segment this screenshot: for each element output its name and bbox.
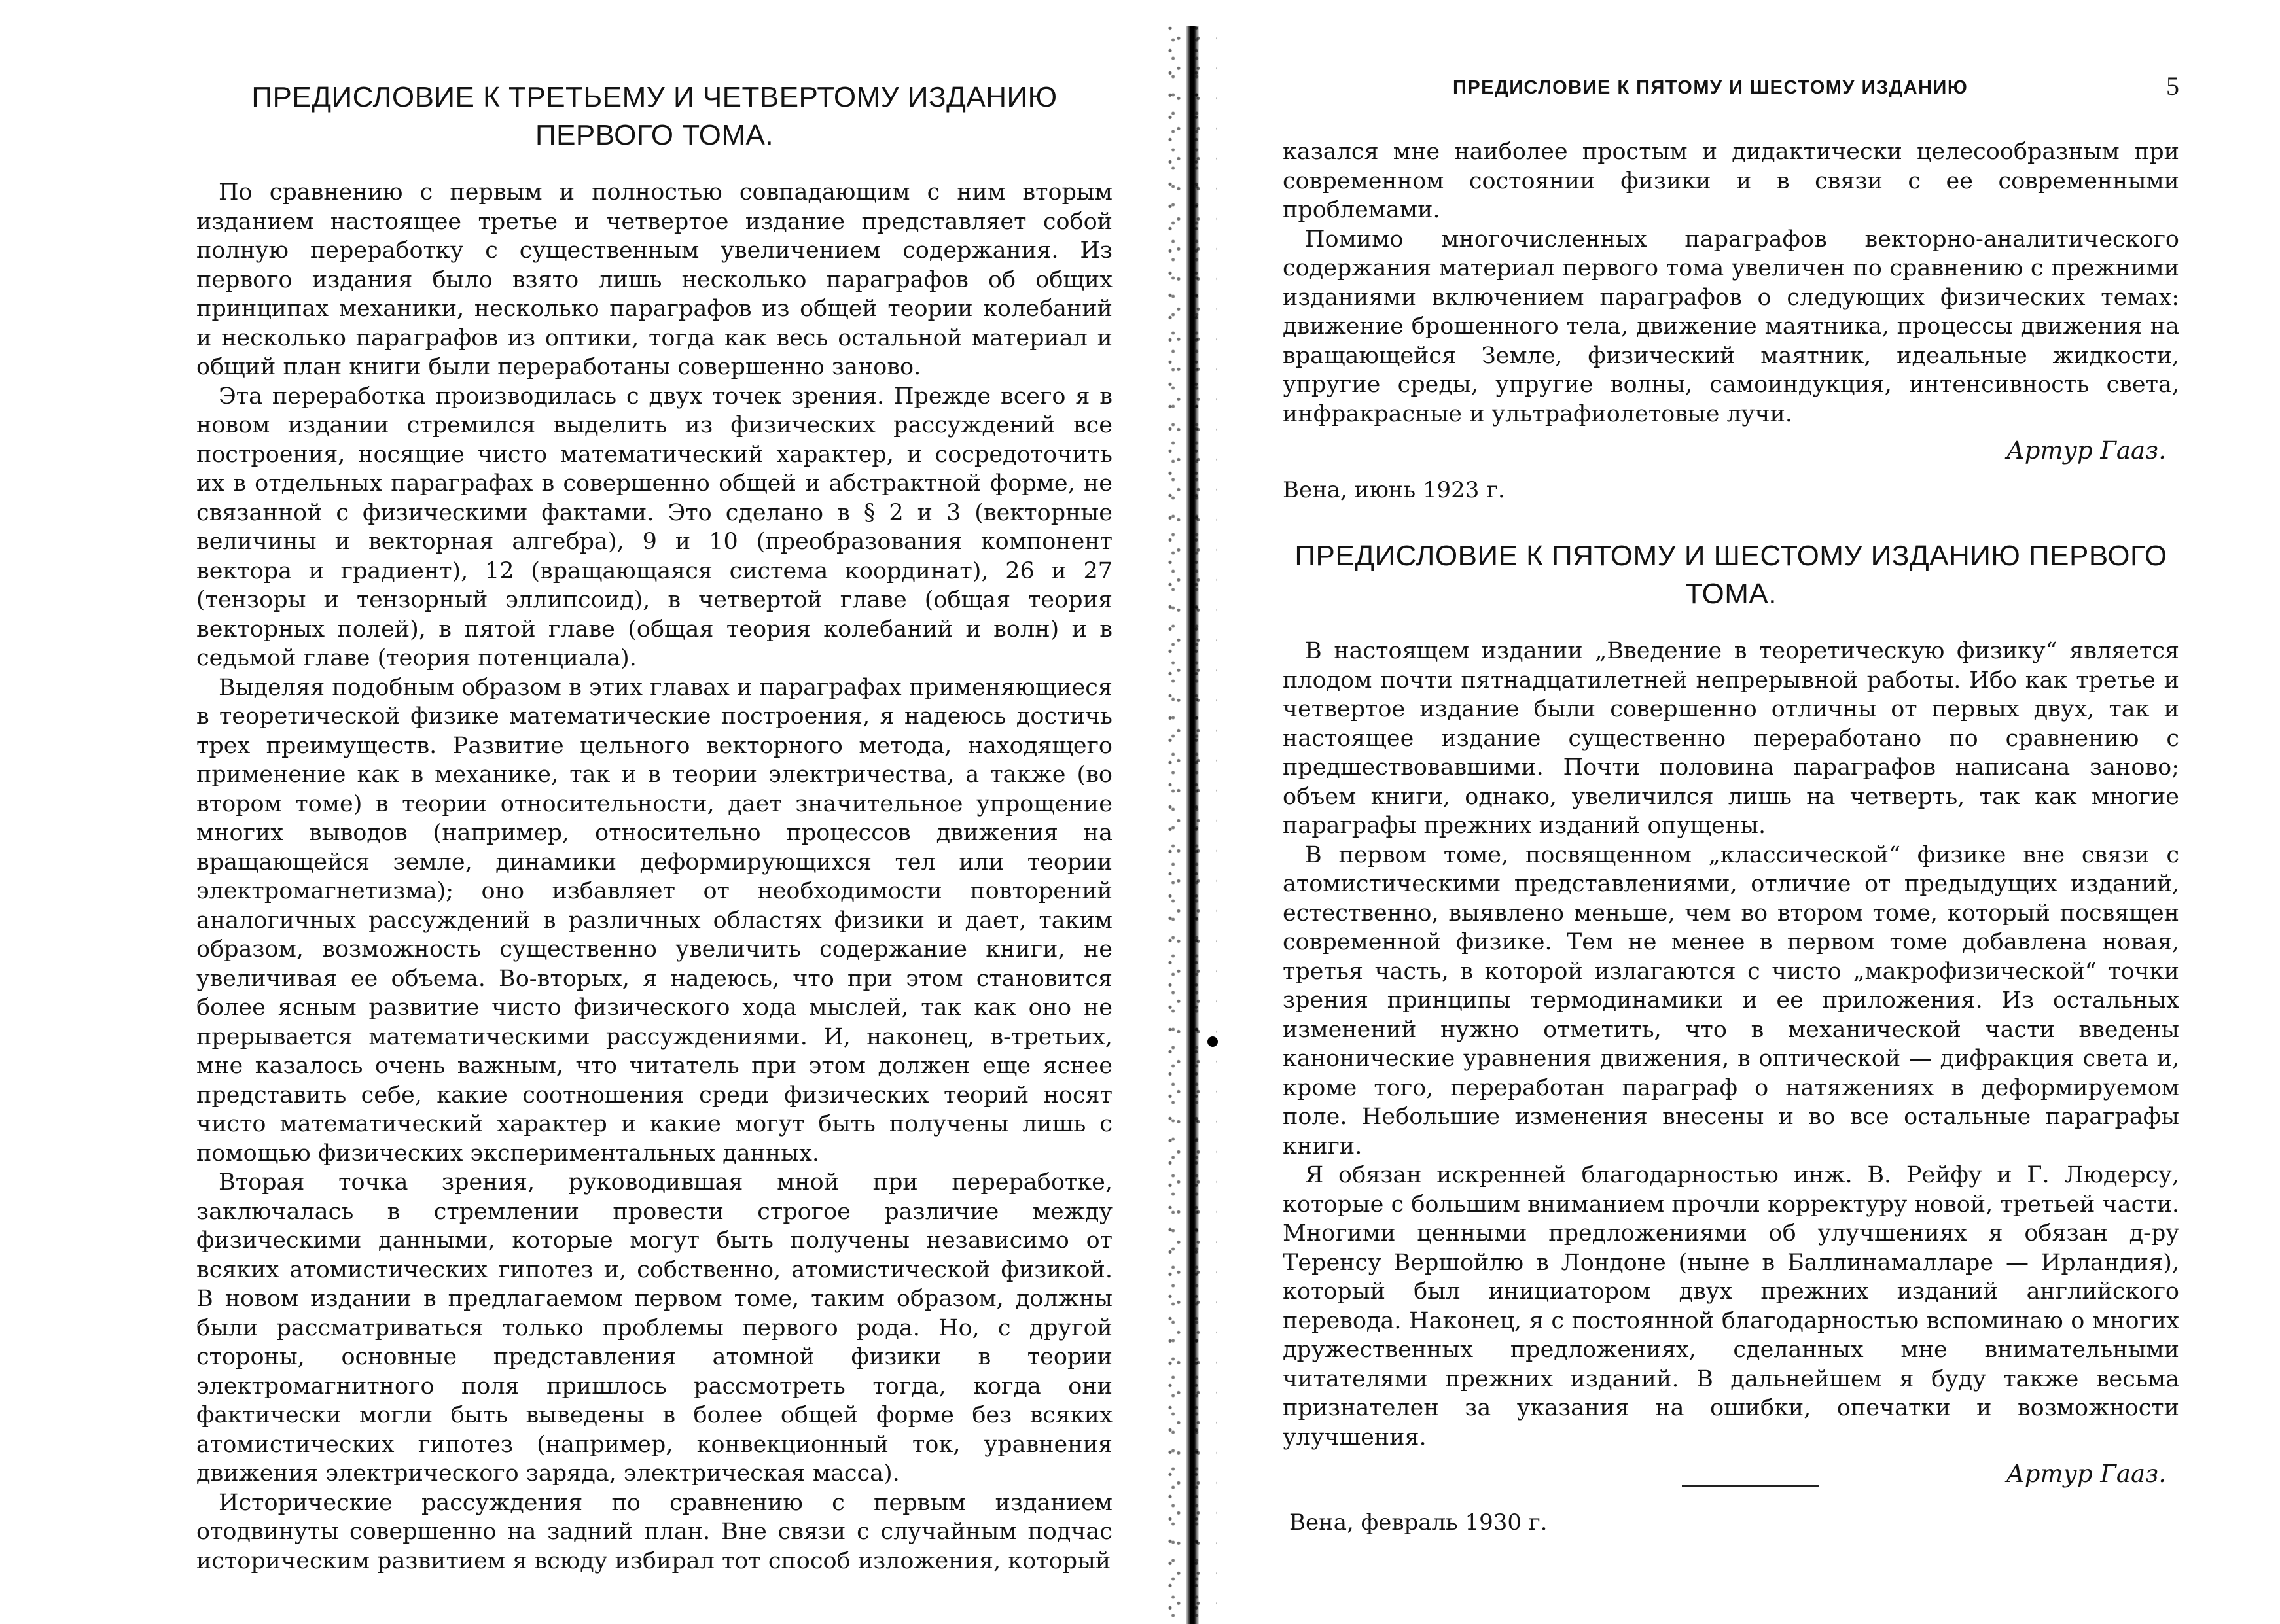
- right-page: [1204, 0, 2280, 1624]
- right-paragraph-topics: Помимо многочисленных параграфов векторно-аналитического содержания материал первого тома увеличен по сравнению с прежними изданиями включением параграфов о следующих физических темах: движение брошенного тела, движение маятника, процессы движения на вращающейся Земле, физический маятник, идеальные жидкости, упругие среды, упругие волны, самоиндукция, интенсивность света, инфракрасные и ультрафиолетовые лучи.: [1283, 226, 2179, 427]
- author-signature-1: Артур Гааз.: [2006, 436, 2166, 465]
- left-paragraph-4: Вторая точка зрения, руководившая мной при переработке, заключалась в стремлении провести строгое различие между физическими данными, которые могут быть получены независимо от всяких атомистических гипотез и, собственно, атомистической физикой. В новом издании в предлагаемом первом томе, таким образом, должны были рассматриваться только проблемы первого рода. Но, с другой стороны, основные представления атомной физики в теории электромагнитного поля пришлось рассмотреть тогда, когда они фактически могли быть выведены в более общей форме без всяких атомистических гипотез (например, конвекционный ток, уравнения движения электрического заряда, электрическая масса).: [196, 1169, 1113, 1487]
- end-rule: [1682, 1485, 1819, 1487]
- preface-3-4-title: ПРЕДИСЛОВИЕ К ТРЕТЬЕМУ И ЧЕТВЕРТОМУ ИЗДАНИЮ ПЕРВОГО ТОМА.: [251, 81, 1058, 151]
- right-paragraph-2: В первом томе, посвященном „классической“ физике вне связи с атомистическими представлениями, отличие от предыдущих изданий, естественно, выявлено меньше, чем во втором томе, который посвящен современной физике. Тем не менее в первом томе добавлена новая, третья часть, в которой излагаются с чисто „макрофизической“ точки зрения принципы термодинамики и ее приложения. Из остальных изменений нужно отметить, что в механической части введены канонические уравнения движения, в оптической — дифракция света и, кроме того, переработан параграф о натяжениях в деформируемом поле. Небольшие изменения внесены и во все остальные параграфы книги.: [1283, 841, 2179, 1159]
- running-head: ПРЕДИСЛОВИЕ К ПЯТОМУ И ШЕСТОМУ ИЗДАНИЮ: [1453, 77, 1968, 98]
- right-page-text-column: [1283, 137, 2179, 1537]
- author-signature-2: Артур Гааз.: [2006, 1460, 2166, 1488]
- left-paragraph-1: По сравнению с первым и полностью совпадающим с ним вторым изданием настоящее третье и четвертое издание представляет собой полную переработку с существенным увеличением содержания. Из первого издания было взято лишь несколько параграфов об общих принципах механики, несколько параграфов из общей теории колебаний и несколько параграфов из оптики, тогда как весь остальной материал и общий план книги были переработаны совершенно заново.: [196, 179, 1113, 380]
- right-paragraph-1: В настоящем издании „Введение в теоретическую физику“ является плодом почти пятнадцатилетней непрерывной работы. Ибо как третье и четвертое издание были совершенно отличны от первых двух, так и настоящее издание существенно переработано по сравнению с предшествовавшими. Почти половина параграфов написана заново; объем книги, однако, увеличился лишь на четверть, так как многие параграфы прежних изданий опущены.: [1283, 638, 2179, 839]
- right-paragraph-3: Я обязан искренней благодарностью инж. В. Рейфу и Г. Людерсу, которые с большим вниманием прочли корректуру новой, третьей части. Многими ценными предложениями об улучшениях я обязан д-ру Теренсу Вершойлю в Лондоне (ныне в Баллинамалларе — Ирландия), который был инициатором двух прежних изданий английского перевода. Наконец, я с постоянной благодарностью вспоминаю о многих дружественных предложениях, сделанных мне внимательными читателями прежних изданий. В дальнейшем я буду также весьма признателен за указания на ошибки, опечатки и возможности улучшения.: [1283, 1162, 2179, 1451]
- left-page-text-column: [196, 79, 1113, 1576]
- continued-paragraph: казался мне наиболее простым и дидактически целесообразным при современном состоянии физики и в связи с ее современными проблемами.: [1283, 139, 2179, 223]
- left-paragraph-3: Выделяя подобным образом в этих главах и параграфах применяющиеся в теоретической физике математические построения, я надеюсь достичь трех преимуществ. Развитие цельного векторного метода, находящего применение как в механике, так и в теории электричества, а также (во втором томе) в теории относительности, дает значительное упрощение многих выводов (например, относительно процессов движения на вращающейся земле, динамики деформирующихся тел или теории электромагнетизма); оно избавляет от необходимости повторений аналогичных рассуждений в различных областях физики и дает, таким образом, возможность существенно увеличить содержание книги, не увеличивая ее объема. Во-вторых, я надеюсь, что при этом становится более ясным развитие чисто физического хода мыслей, так как оно не прерывается математическими рассуждениями. И, наконец, в-третьих, мне казалось очень важным, что читатель при этом должен еще яснее представить себе, какие соотношения среди физических теорий носят чисто математический характер и какие могут быть получены лишь с помощью физических экспериментальных данных.: [196, 674, 1113, 1167]
- left-paragraph-2: Эта переработка производилась с двух точек зрения. Прежде всего я в новом издании стремился выделить из физических рассуждений все построения, носящие чисто математический характер, и сосредоточить их в отдельных параграфах в совершенно общей и абстрактной форме, не связанной с физическими фактами. Это сделано в § 2 и 3 (векторные величины и векторная алгебра), 9 и 10 (преобразования компонент вектора и градиент), 12 (вращающаяся система координат), 26 и 27 (тензоры и тензорный эллипсоид), в четвертой главе (общая теория векторных полей), в пятой главе (общая теория колебаний и волн) и в седьмой главе (теория потенциала).: [196, 383, 1113, 671]
- preface-5-6-title: ПРЕДИСЛОВИЕ К ПЯТОМУ И ШЕСТОМУ ИЗДАНИЮ ПЕРВОГО ТОМА.: [1294, 540, 2167, 610]
- gutter-shadow: [1186, 26, 1199, 1624]
- dateline-1930: Вена, февраль 1930 г.: [1289, 1509, 1548, 1536]
- left-paragraph-5: Исторические рассуждения по сравнению с первым изданием отодвинуты совершенно на задний план. Вне связи с случайным подчас историческим развитием я всюду избирал тот способ изложения, который: [196, 1489, 1113, 1574]
- dateline-1923: Вена, июнь 1923 г.: [1283, 477, 1505, 503]
- page-number: 5: [2166, 71, 2179, 101]
